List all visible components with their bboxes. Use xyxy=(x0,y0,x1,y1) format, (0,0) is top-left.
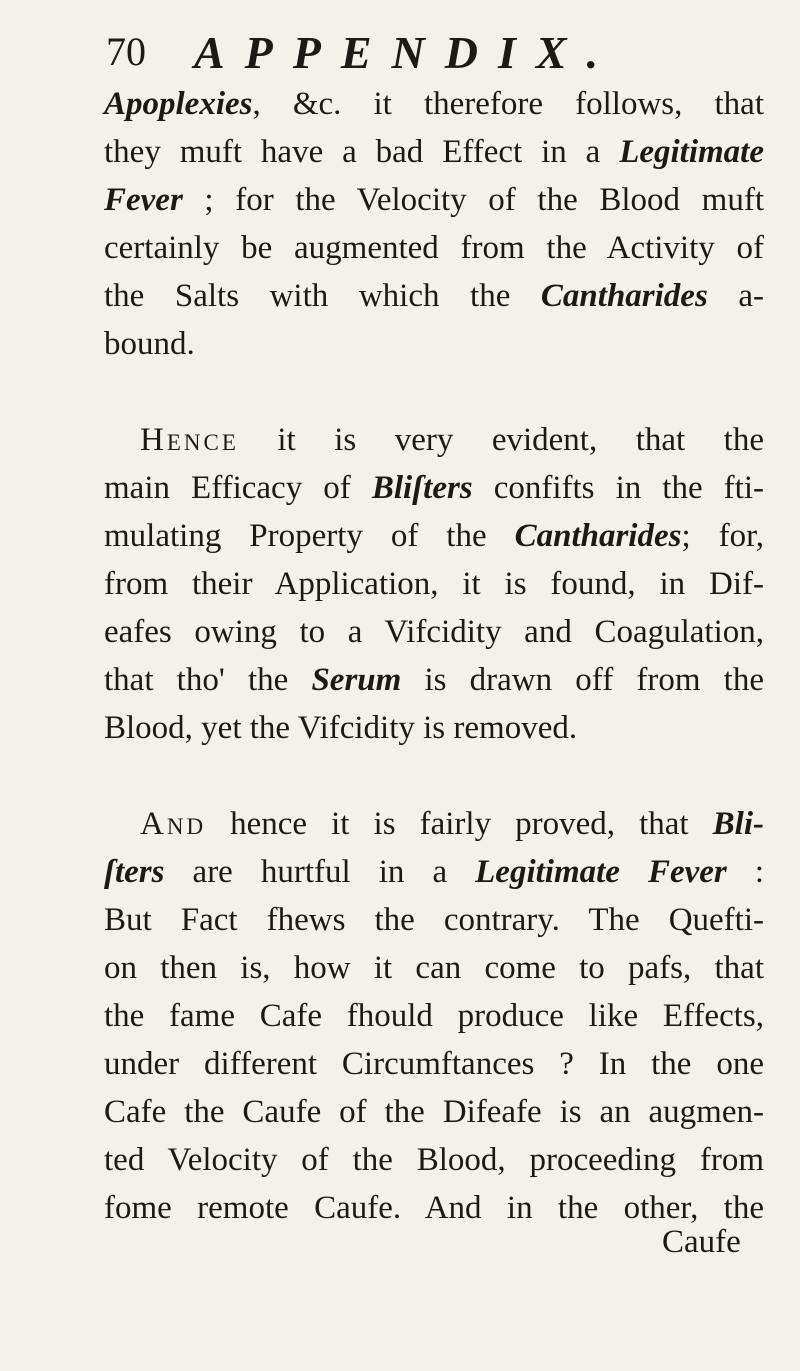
paragraph-1 xyxy=(104,80,764,368)
text-run: a- xyxy=(707,278,764,314)
text-run: it is very evident, that the xyxy=(238,422,764,458)
text-run: on then is, how it can come to pafs, that xyxy=(104,950,764,986)
text-line xyxy=(104,1136,764,1184)
body-text xyxy=(104,80,764,1280)
text-run: ſters xyxy=(104,854,165,890)
text-run: eafes owing to a Vifcidity and Coagulation, xyxy=(104,614,764,650)
text-run: Hence xyxy=(140,422,239,458)
text-run: Cafe the Caufe of the Difeafe is an augmen- xyxy=(104,1094,764,1130)
text-line xyxy=(104,848,764,896)
text-run: hence it is fairly proved, that xyxy=(206,806,713,842)
text-line xyxy=(104,704,764,752)
text-run: : xyxy=(726,854,764,890)
text-run: fome remote Caufe. And in the other, the xyxy=(104,1190,764,1226)
text-line xyxy=(104,320,764,368)
text-run: under different Circumftances ? In the one xyxy=(104,1046,764,1082)
text-line xyxy=(104,416,764,464)
text-run: the Salts with which the xyxy=(104,278,541,314)
text-run: ted Velocity of the Blood, proceeding from xyxy=(104,1142,764,1178)
text-line xyxy=(104,512,764,560)
text-run: ; for the Velocity of the Blood muft xyxy=(182,182,764,218)
text-line xyxy=(104,608,764,656)
text-run: main Efficacy of xyxy=(104,470,372,506)
text-run: Apoplexies xyxy=(104,86,253,122)
text-line xyxy=(104,656,764,704)
text-line xyxy=(104,128,764,176)
text-line xyxy=(104,896,764,944)
page-header xyxy=(106,28,706,88)
page-number: 70 xyxy=(106,29,146,74)
text-run: Fever xyxy=(104,182,183,218)
running-head: APPENDIX. xyxy=(194,27,619,78)
text-run: Cantharides xyxy=(540,278,708,314)
text-line xyxy=(104,1040,764,1088)
text-run: And xyxy=(140,806,207,842)
text-run: But Fact fhews the contrary. The Quefti- xyxy=(104,902,764,938)
text-run: certainly be augmented from the Activity of xyxy=(104,230,764,266)
paragraph-3 xyxy=(104,800,764,1232)
text-run: are hurtful in a xyxy=(164,854,476,890)
text-run: Legitimate Fever xyxy=(475,854,727,890)
text-line xyxy=(104,560,764,608)
text-run: bound. xyxy=(104,326,195,362)
text-run: they muft have a bad Effect in a xyxy=(104,134,620,170)
text-line xyxy=(104,224,764,272)
paragraph-2 xyxy=(104,416,764,752)
text-line xyxy=(104,176,764,224)
text-run: Legitimate xyxy=(619,134,764,170)
catchword: Caufe xyxy=(662,1224,741,1260)
text-run: , &c. it therefore follows, that xyxy=(252,86,764,122)
text-run: confifts in the fti- xyxy=(472,470,765,506)
text-run: Blood, yet the Vifcidity is removed. xyxy=(104,710,578,746)
text-run: from their Application, it is found, in Dif- xyxy=(104,566,764,602)
text-line xyxy=(104,464,764,512)
text-line xyxy=(104,800,764,848)
text-run: mulating Property of the xyxy=(104,518,515,554)
text-run: is drawn off from the xyxy=(401,662,764,698)
text-line xyxy=(104,80,764,128)
text-run: ; for, xyxy=(681,518,764,554)
text-run: Bliſters xyxy=(371,470,473,506)
text-line xyxy=(104,992,764,1040)
text-run: that tho' the xyxy=(104,662,312,698)
text-line xyxy=(104,944,764,992)
text-run: Cantharides xyxy=(514,518,682,554)
text-run: the fame Cafe fhould produce like Effects, xyxy=(104,998,764,1034)
text-run: Bli- xyxy=(712,806,764,842)
text-run: Serum xyxy=(311,662,402,698)
text-line xyxy=(104,272,764,320)
text-line xyxy=(104,1088,764,1136)
